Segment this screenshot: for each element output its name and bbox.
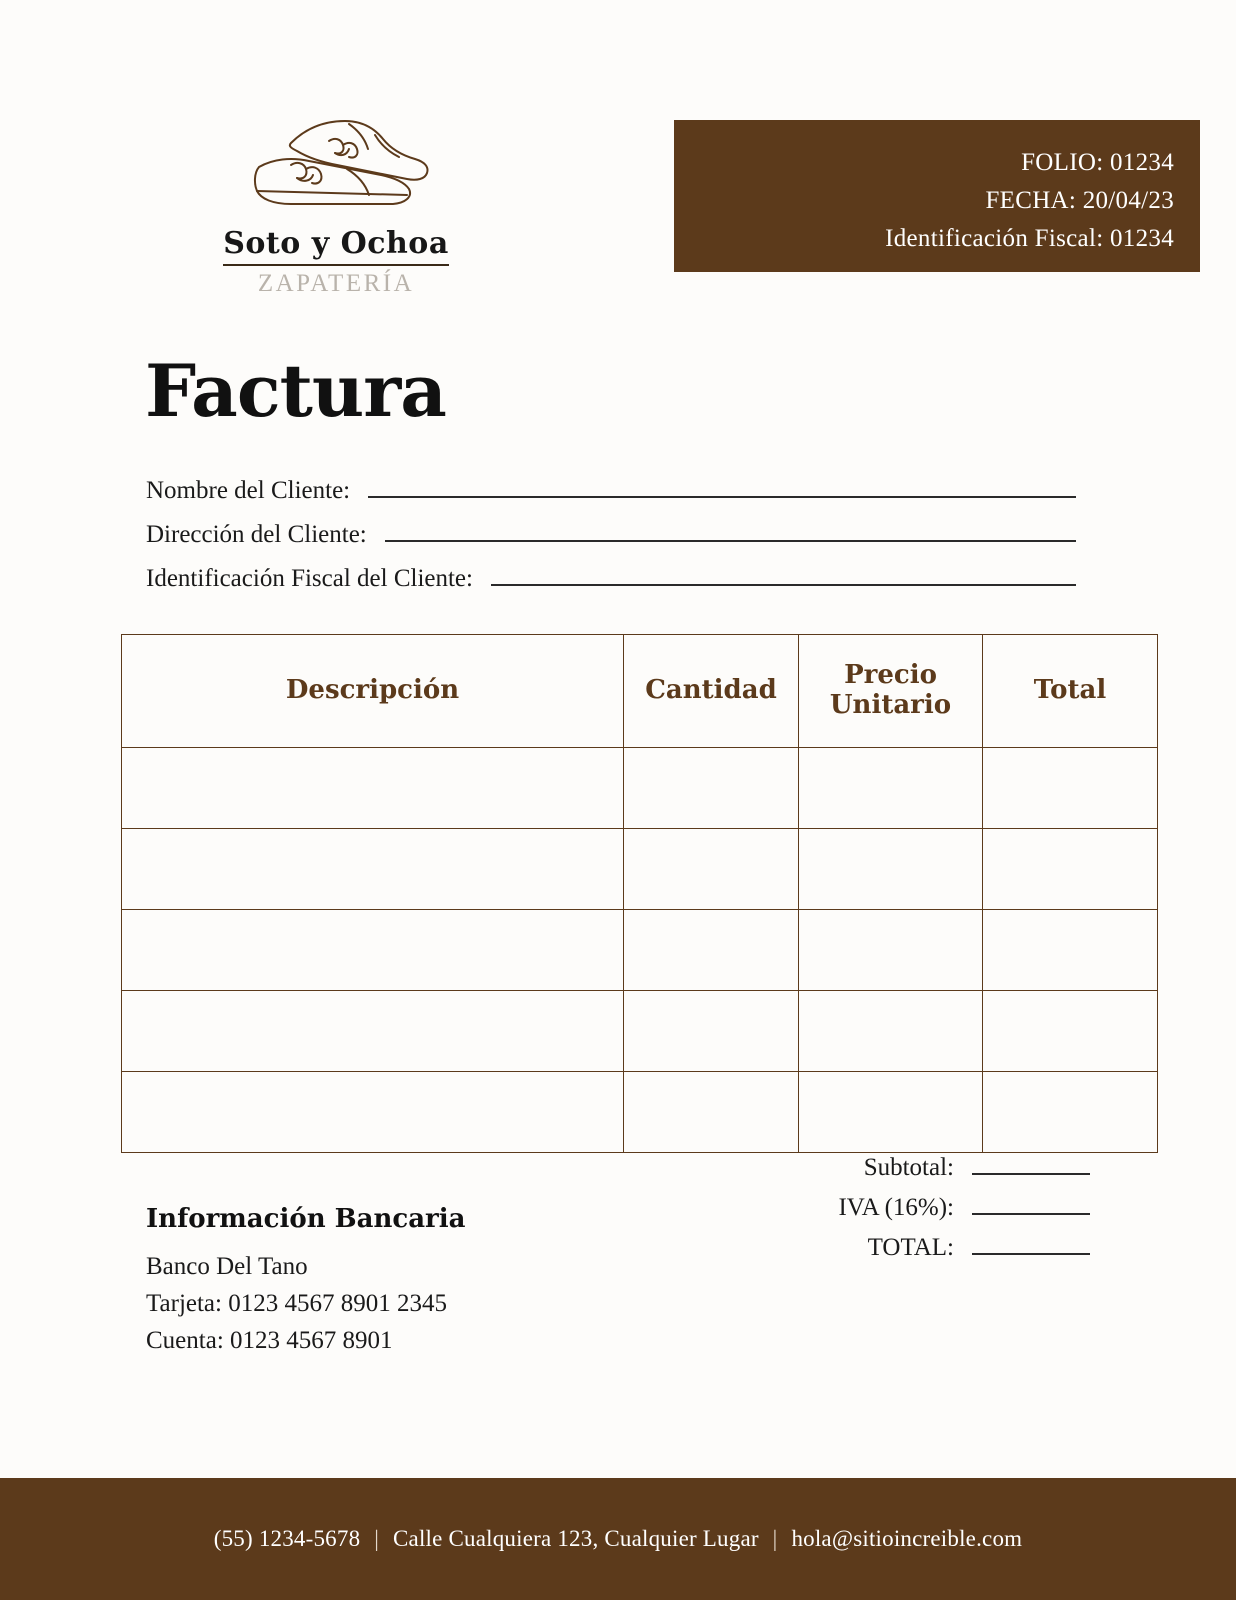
client-fiscal-label: Identificación Fiscal del Cliente: <box>146 565 473 592</box>
footer-email: hola@sitioincreible.com <box>791 1526 1023 1551</box>
cell-total[interactable] <box>983 991 1158 1072</box>
client-address-row <box>146 518 1076 562</box>
header-precio-unitario: Precio Unitario <box>799 635 983 748</box>
brand-name: Soto y Ochoa <box>223 227 449 266</box>
cell-cantidad[interactable] <box>624 829 799 910</box>
cell-total[interactable] <box>983 748 1158 829</box>
footer-phone: (55) 1234-5678 <box>213 1526 361 1551</box>
client-address-input[interactable] <box>385 518 1076 542</box>
header-descripcion: Descripción <box>122 635 624 748</box>
cell-precio-unitario[interactable] <box>799 829 983 910</box>
bank-account: Cuenta: 0123 4567 8901 <box>146 1327 393 1354</box>
table-header-row <box>122 635 1158 748</box>
bank-name: Banco Del Tano <box>146 1253 308 1280</box>
client-fiscal-row <box>146 562 1076 606</box>
cell-precio-unitario[interactable] <box>799 910 983 991</box>
iva-value[interactable] <box>972 1193 1090 1215</box>
cell-descripcion[interactable] <box>122 910 624 991</box>
invoice-meta-box <box>674 120 1200 272</box>
table-row <box>122 748 1158 829</box>
cell-descripcion[interactable] <box>122 991 624 1072</box>
cell-total[interactable] <box>983 1072 1158 1153</box>
folio-text: FOLIO: 01234 <box>1021 149 1174 176</box>
cell-precio-unitario[interactable] <box>799 991 983 1072</box>
brand-tagline: ZAPATERÍA <box>257 269 415 297</box>
cell-descripcion[interactable] <box>122 1072 624 1153</box>
cell-cantidad[interactable] <box>624 1072 799 1153</box>
bank-card: Tarjeta: 0123 4567 8901 2345 <box>146 1290 447 1317</box>
subtotal-row <box>760 1153 1090 1193</box>
cell-precio-unitario[interactable] <box>799 748 983 829</box>
fecha-text: FECHA: 20/04/23 <box>985 187 1174 214</box>
cell-cantidad[interactable] <box>624 748 799 829</box>
brand-logo <box>206 105 466 298</box>
grand-total-row <box>760 1233 1090 1273</box>
footer-separator-1: | <box>374 1526 380 1551</box>
client-fiscal-input[interactable] <box>491 562 1076 586</box>
client-name-row <box>146 474 1076 518</box>
table-row <box>122 829 1158 910</box>
iva-label: IVA (16%): <box>838 1194 954 1221</box>
page-title: Factura <box>145 348 446 433</box>
table-row <box>122 1072 1158 1153</box>
cell-cantidad[interactable] <box>624 991 799 1072</box>
client-address-label: Dirección del Cliente: <box>146 521 367 548</box>
fiscal-id-text: Identificación Fiscal: 01234 <box>885 225 1174 252</box>
grand-total-label: TOTAL: <box>867 1234 954 1261</box>
table-row <box>122 991 1158 1072</box>
footer-separator-2: | <box>772 1526 778 1551</box>
cell-total[interactable] <box>983 910 1158 991</box>
cell-descripcion[interactable] <box>122 829 624 910</box>
cell-precio-unitario[interactable] <box>799 1072 983 1153</box>
page-footer <box>0 1478 1236 1600</box>
subtotal-label: Subtotal: <box>863 1154 954 1181</box>
subtotal-value[interactable] <box>972 1153 1090 1175</box>
footer-address: Calle Cualquiera 123, Cualquier Lugar <box>393 1526 759 1551</box>
client-name-label: Nombre del Cliente: <box>146 477 351 504</box>
iva-row <box>760 1193 1090 1233</box>
dress-shoes-icon <box>229 105 444 225</box>
bank-info-title: Información Bancaria <box>146 1204 466 1234</box>
bank-info <box>146 1204 666 1359</box>
items-table <box>121 634 1158 1153</box>
client-name-input[interactable] <box>368 474 1076 498</box>
footer-contact <box>214 1526 1023 1552</box>
header-cantidad: Cantidad <box>624 635 799 748</box>
table-row <box>122 910 1158 991</box>
header-total: Total <box>983 635 1158 748</box>
grand-total-value[interactable] <box>972 1233 1090 1255</box>
totals-block <box>760 1153 1090 1273</box>
cell-cantidad[interactable] <box>624 910 799 991</box>
cell-total[interactable] <box>983 829 1158 910</box>
cell-descripcion[interactable] <box>122 748 624 829</box>
client-fields <box>146 474 1076 606</box>
